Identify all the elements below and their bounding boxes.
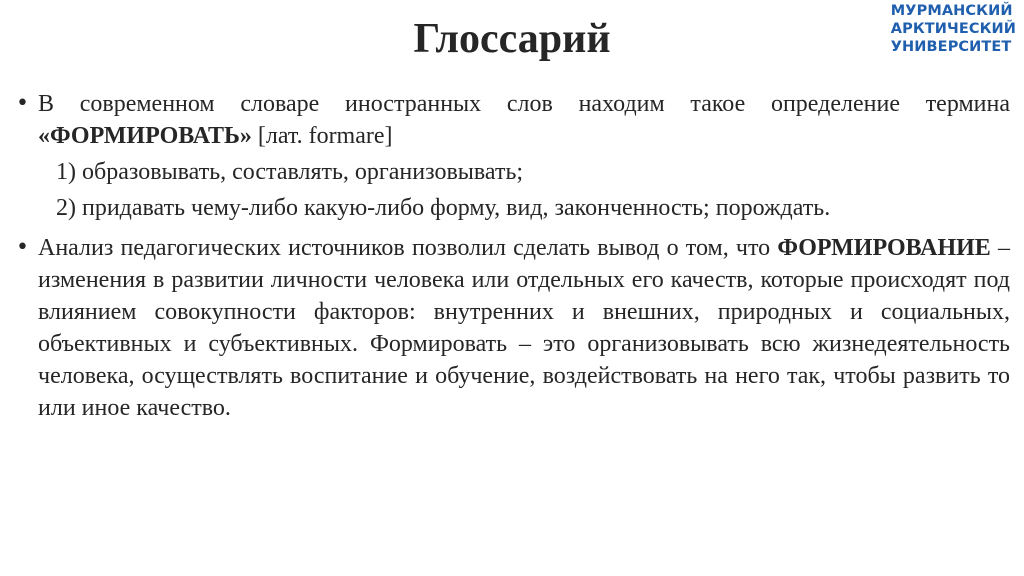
spacer — [16, 224, 1010, 232]
bullet-icon: • — [16, 235, 29, 260]
analysis-term: ФОРМИРОВАНИЕ — [777, 235, 991, 261]
slide-content — [16, 88, 1010, 424]
logo-line-1: МУРМАНСКИЙ — [890, 3, 1013, 19]
definition-term: «ФОРМИРОВАТЬ» — [38, 123, 252, 149]
analysis-intro: Анализ педагогических источников позволил сделать вывод о том, что — [38, 235, 778, 261]
definition-item-2: 2) придавать чему-либо какую-либо форму, вид, законченность; порождать. — [56, 195, 831, 221]
bullet-item-analysis — [16, 232, 1010, 424]
definition-origin: [лат. formare] — [251, 123, 393, 149]
definition-intro: В современном словаре иностранных слов находим такое определение термина — [38, 91, 1010, 117]
logo-line-2: АРКТИЧЕСКИЙ — [890, 21, 1016, 37]
analysis-body: – изменения в развитии личности человека или отдельных его качеств, которые происходят под влиянием совокупности факторов: внутренних и внешних, природных и социальных, объективных и субъективных. Формировать – это организовывать всю жизнедеятельность человека, осуществлять воспитание и обучение, воздействовать на него так, чтобы развить то или иное качество. — [38, 235, 1011, 421]
bullet-item-definition — [16, 88, 1010, 224]
analysis-paragraph — [38, 232, 1010, 424]
logo-line-3: УНИВЕРСИТЕТ — [890, 39, 1012, 55]
bullet-icon: • — [16, 91, 29, 116]
definition-item-1: 1) образовывать, составлять, организовывать; — [56, 159, 524, 185]
university-logo — [891, 2, 1016, 56]
definition-paragraph — [38, 88, 1010, 152]
slide-title: Глоссарий — [413, 16, 611, 62]
